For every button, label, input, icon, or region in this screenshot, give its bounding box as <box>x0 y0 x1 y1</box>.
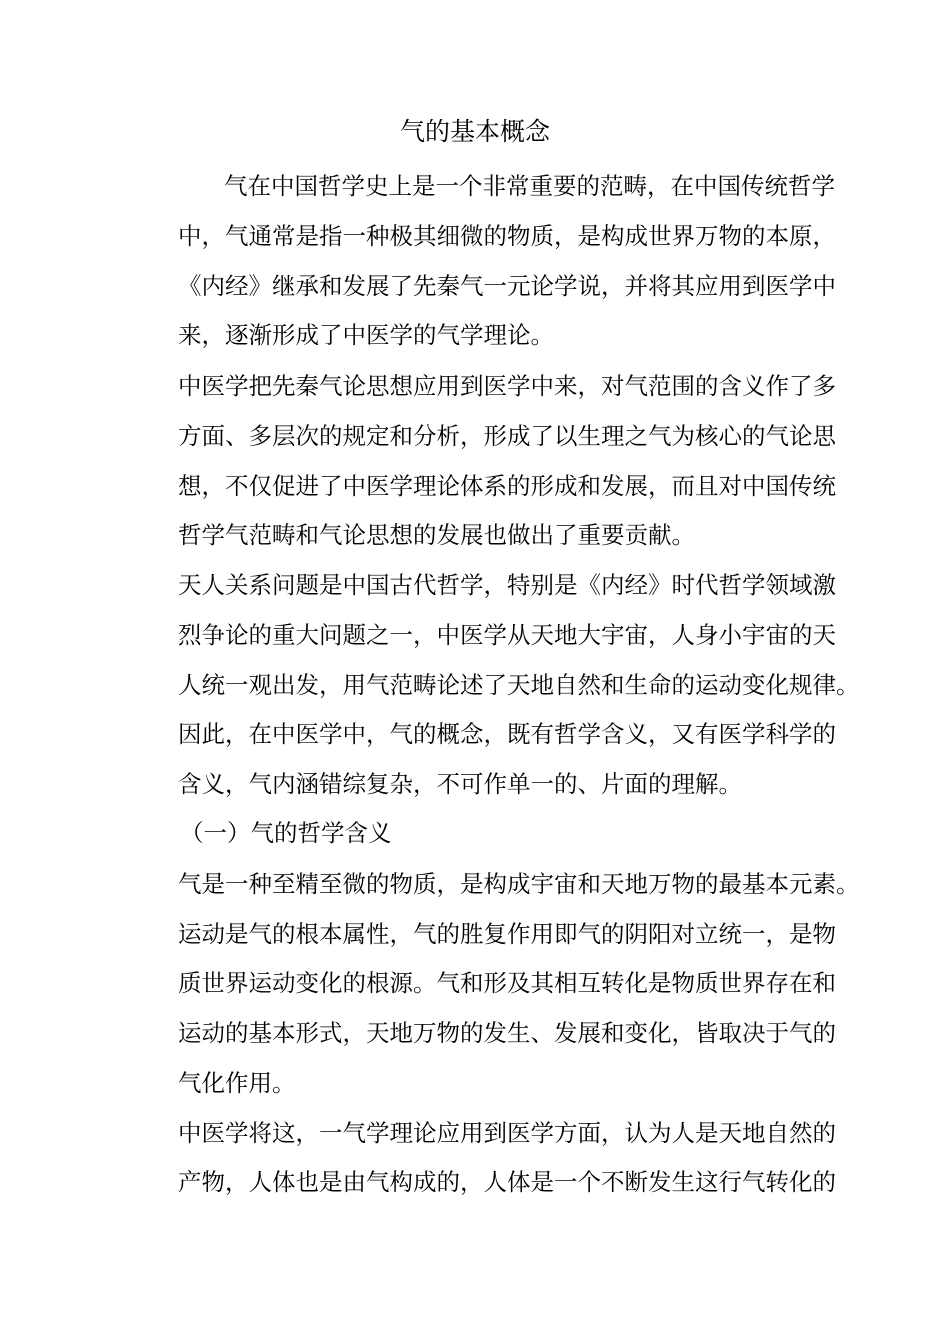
text-line-12: 因此，在中医学中，气的概念，既有哲学含义，又有医学科学的 <box>178 720 836 748</box>
text-line-17: 质世界运动变化的根源。气和形及其相互转化是物质世界存在和 <box>178 969 836 997</box>
text-line-21: 产物，人体也是由气构成的，人体是一个不断发生这行气转化的 <box>178 1168 836 1196</box>
document-title: 气的基本概念 <box>399 117 550 146</box>
text-line-16: 运动是气的根本属性，气的胜复作用即气的阴阳对立统一，是物 <box>178 920 836 948</box>
text-line-13: 含义，气内涵错综复杂，不可作单一的、片面的理解。 <box>178 770 742 798</box>
text-line-15: 气是一种至精至微的物质，是构成宇宙和天地万物的最基本元素。 <box>178 870 860 898</box>
text-line-19: 气化作用。 <box>178 1069 296 1097</box>
text-line-9: 天人关系问题是中国古代哲学，特别是《内经》时代哲学领域激 <box>178 571 836 599</box>
text-line-4: 来，逐渐形成了中医学的气学理论。 <box>178 321 554 349</box>
section-heading: （一）气的哲学含义 <box>180 819 392 847</box>
text-line-11: 人统一观出发，用气范畴论述了天地自然和生命的运动变化规律。 <box>178 671 860 699</box>
text-line-10: 烈争论的重大问题之一，中医学从天地大宇宙，人身小宇宙的天 <box>178 621 836 649</box>
text-line-8: 哲学气范畴和气论思想的发展也做出了重要贡献。 <box>178 521 695 549</box>
text-line-5: 中医学把先秦气论思想应用到医学中来，对气范围的含义作了多 <box>178 372 836 400</box>
text-line-7: 想，不仅促进了中医学理论体系的形成和发展，而且对中国传统 <box>178 472 836 500</box>
text-line-2: 中，气通常是指一种极其细微的物质，是构成世界万物的本原， <box>178 222 836 250</box>
text-line-20: 中医学将这，一气学理论应用到医学方面，认为人是天地自然的 <box>178 1119 836 1147</box>
text-line-18: 运动的基本形式，天地万物的发生、发展和变化，皆取决于气的 <box>178 1019 836 1047</box>
text-line-1: 气在中国哲学史上是一个非常重要的范畴，在中国传统哲学 <box>224 172 835 200</box>
text-line-3: 《内经》继承和发展了先秦气一元论学说，并将其应用到医学中 <box>178 272 836 300</box>
text-line-6: 方面、多层次的规定和分析，形成了以生理之气为核心的气论思 <box>178 422 836 450</box>
